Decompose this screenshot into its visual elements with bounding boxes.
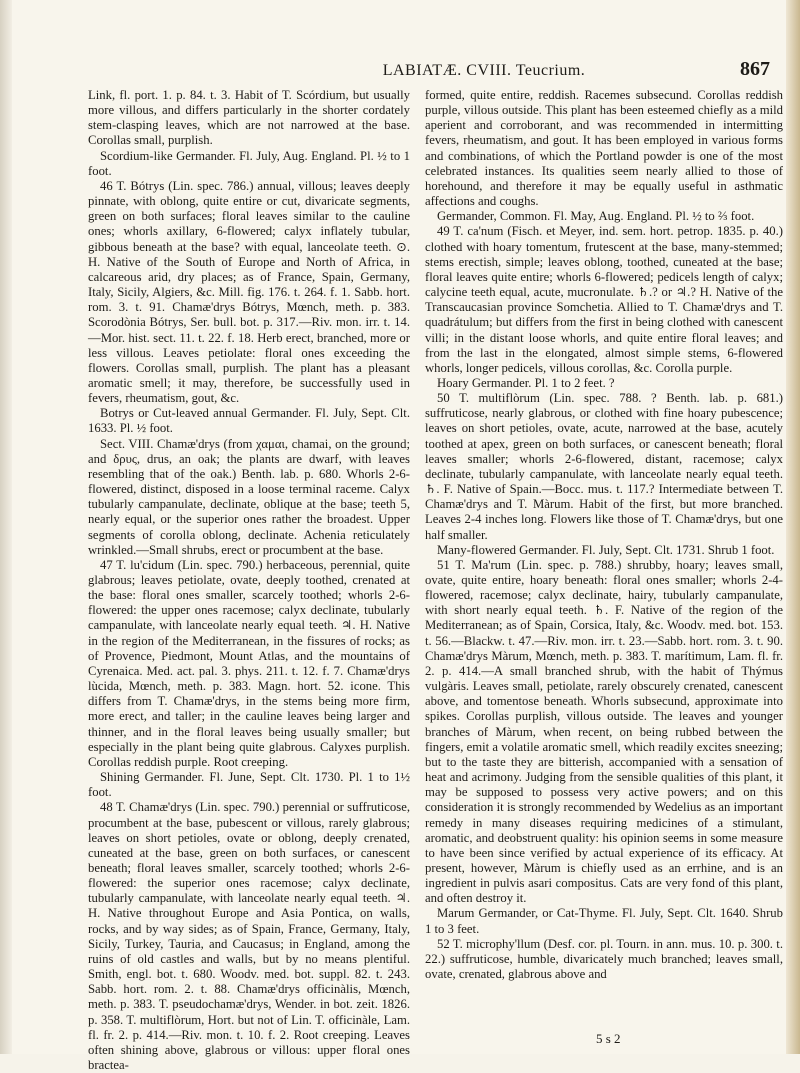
- paragraph: 48 T. Chamæ'drys (Lin. spec. 790.) perennial or suffruticose, procumbent at the base, pubescent or villous, rarely glabrous; leaves on short petioles, ovate or oblong, deeply crenated, cuneated at the base, green on both surfaces, or canescent beneath; floral leaves smaller, scarcely toothed; whorls 2-6-flowered: the superior ones racemose; calyx declinate, tubularly campanulate, with lanceolate nearly equal teeth. ♃. H. Native throughout Europe and Asia Pontica, on walls, rocks, and by way sides; as of Spain, France, Germany, Italy, Sicily, Turkey, Tauria, and Caucasus; in England, among the ruins of old castles and walls, but by no means plentiful. Smith, engl. bot. t. 680. Woodv. med. bot. suppl. 82. t. 243. Sabb. hort. rom. 2. t. 88. Chamæ'drys officinàlis, Mœnch, meth. p. 383. T. pseudochamæ'drys, Wender. in bot. zeit. 1826. p. 358. T. multiflòrum, Hort. but not of Lin. T. officinàle, Lam. fl. fr. 2. p. 414.—Riv. mon. t. 10. f. 2. Root creeping. Leaves often shining above, glabrous or villous: upper floral ones bractea-: [88, 800, 410, 1072]
- paragraph: Hoary Germander. Pl. 1 to 2 feet. ?: [437, 375, 615, 390]
- paragraph: Many-flowered Germander. Fl. July, Sept. Clt. 1731. Shrub 1 foot.: [437, 542, 775, 557]
- paragraph: 47 T. lu'cidum (Lin. spec. 790.) herbaceous, perennial, quite glabrous; leaves petiolate, ovate, deeply toothed, crenated at the base: floral ones smaller, scarcely toothed; whorls 2-6-flowered: the upper ones racemose; calyx declinate, tubularly campanulate, with lanceolate nearly equal teeth. ♃. H. Native in the region of the Mediterranean, in the fissures of rocks; as of Provence, Piedmont, Mount Atlas, and the mountains of Cyrenaica. Med. act. pal. 3. phys. 211. t. 12. f. 7. Chamæ'drys lùcida, Mœnch, meth. p. 383. Magn. hort. 52. icone. This differs from T. Chamæ'drys, in the stems being more firm, more erect, and taller; in the cauline leaves being larger and thinner, and in the floral leaves being usually smaller; but especially in the plant being quite glabrous. Calyxes purplish. Corollas reddish purple. Root creeping.: [88, 557, 410, 769]
- paragraph: Marum Germander, or Cat-Thyme. Fl. July, Sept. Clt. 1640. Shrub 1 to 3 feet.: [425, 906, 783, 936]
- paragraph: Shining Germander. Fl. June, Sept. Clt. 1730. Pl. 1 to 1½ foot.: [88, 770, 410, 800]
- paragraph: Link, fl. port. 1. p. 84. t. 3. Habit of T. Scórdium, but usually more villous, and differs particularly in the shorter cordately stem-clasping leaves, which are not narrowed at the base. Corollas small, purplish.: [88, 88, 410, 148]
- left-column: [88, 88, 410, 1073]
- paragraph: formed, quite entire, reddish. Racemes subsecund. Corollas reddish purple, villous outside. This plant has been esteemed chiefly as a mild aperient and corroborant, and was recommended in intermitting fevers, rheumatism, and gout. It has been employed in various forms and combinations, of which the Portland powder is one of the most celebrated instances. Its qualities seem nearly allied to those of horehound, and therefore it may be equally useful in asthmatic affections and coughs.: [425, 88, 783, 209]
- paragraph: 52 T. microphy'llum (Desf. cor. pl. Tourn. in ann. mus. 10. p. 300. t. 22.) suffruticose, humble, divaricately much branched; leaves small, ovate, crenated, glabrous above and: [425, 936, 783, 982]
- running-header: [88, 58, 770, 86]
- signature-mark: 5 s 2: [596, 1031, 621, 1046]
- paragraph: Botrys or Cut-leaved annual Germander. Fl. July, Sept. Clt. 1633. Pl. ½ foot.: [88, 406, 410, 436]
- paragraph: 49 T. ca'num (Fisch. et Meyer, ind. sem. hort. petrop. 1835. p. 40.) clothed with hoary tomentum, frutescent at the base, many-stemmed; stems erectish, simple; leaves oblong, toothed, cuneated at the base; floral leaves quite entire; whorls 6-flowered; pedicels length of calyx; calycine teeth equal, acute, mucronulate. ♄.? or ♃.? H. Native of the Transcaucasian province Somchetia. Allied to T. Chamæ'drys and T. quadrátulum; but differs from the first in being clothed with canescent villi; in the distant loose whorls, and quite entire floral leaves; and from the last in the elongated, almost simple stems, 6-flowered whorls, longer pedicels, villous corollas, &c. Corolla purple.: [425, 224, 783, 375]
- section-heading-paragraph: Sect. VIII. Chamæ'drys (from χαμαι, chamai, on the ground; and δρυς, drus, an oak; the plants are dwarf, with leaves resembling that of the oak.) Benth. lab. p. 680. Whorls 2-6-flowered, distinct, disposed in a loose terminal raceme. Calyx tubularly campanulate, declinate, oblique at the base; teeth 5, nearly equal, or the superior ones rather the broadest. Upper segments of corolla oblong, declinate. Achenia reticulately wrinkled.—Small shrubs, erect or procumbent at the base.: [88, 436, 410, 557]
- paragraph: 46 T. Bótrys (Lin. spec. 786.) annual, villous; leaves deeply pinnate, with oblong, quite entire or cut, divaricate segments, green on both surfaces; floral leaves similar to the cauline ones; whorls axillary, 6-flowered; calyx inflately tubular, gibbous beneath at the base? with equal, lanceolate teeth. ⊙. H. Native of the South of Europe and North of Africa, in calcareous arid, dry places; as of France, Spain, Germany, Italy, Sicily, Algiers, &c. Mill. fig. 176. t. 264. f. 1. Sabb. hort. rom. 3. t. 91. Chamæ'drys Bótrys, Mœnch, meth. p. 383. Scorodònia Bótrys, Ser. bull. bot. p. 317.—Riv. mon. irr. t. 14.—Mor. hist. sect. 11. t. 22. f. 18. Herb erect, branched, more or less villous. Leaves petiolate: floral ones exceeding the flowers. Corollas small, purplish. The plant has a pleasant aromatic smell; it may, therefore, be successfully used in fevers, rheumatism, gout, &c.: [88, 178, 410, 406]
- paragraph: 51 T. Ma'rum (Lin. spec. p. 788.) shrubby, hoary; leaves small, ovate, quite entire, hoary beneath: floral ones smaller; whorls 2-4-flowered, racemose; calyx declinate, hairy, tubularly campanulate, with short nearly equal teeth. ♄. F. Native of the region of the Mediterranean; as of Spain, Corsica, Italy, &c. Woodv. med. bot. 153. t. 56.—Blackw. t. 47.—Riv. mon. irr. t. 23.—Sabb. hort. rom. 3. t. 90. Chamæ'drys Màrum, Mœnch, meth. p. 383. T. marítimum, Lam. fl. fr. 2. p. 414.—A small branched shrub, with the habit of Thýmus vulgàris. Leaves small, petiolate, rarely obscurely crenated, canescent above, and tomentose beneath. Whorls subsecund, approximate into spikes. Corollas purplish, villous outside. The leaves and younger branches of Màrum, when recent, on being rubbed between the fingers, emit a volatile aromatic smell, which readily excites sneezing; but to the taste they are bitterish, accompanied with a sensation of heat and acrimony. Judging from the sensible qualities of this plant, it may be supposed to possess very active powers; and on this consideration it is strongly recommended by Wedelius as an important remedy in many diseases requiring medicines of a stimulant, aromatic, and deobstruent quality: his opinion seems in some measure to have been since verified by actual experience of its efficacy. At present, however, Màrum is chiefly used as an errhine, and is an ingredient in pulvis asari compositus. Cats are very fond of this plant, and often destroy it.: [425, 557, 783, 906]
- page-right-edge: [786, 0, 800, 1054]
- page-left-edge: [0, 0, 12, 1054]
- right-column: [425, 88, 783, 982]
- paragraph: 50 T. multiflòrum (Lin. spec. 788. ? Benth. lab. p. 681.) suffruticose, nearly glabrous, or clothed with fine hoary pubescence; leaves on short petioles, ovate, acute, narrowed at the base, acutely toothed at apex, green on both surfaces, or canescent beneath; floral leaves smaller; whorls 2-6-flowered, distant, racemose; calyx declinate, tubularly campanulate, with lanceolate nearly equal teeth. ♄. F. Native of Spain.—Bocc. mus. t. 117.? Intermediate between T. Chamæ'drys and T. Màrum. Habit of the first, but more branched. Leaves 2-4 inches long. Flowers like those of T. Chamæ'drys, but one half smaller.: [425, 391, 783, 542]
- running-title: LABIATÆ. CVIII. Teucrium.: [382, 62, 586, 79]
- paragraph: Germander, Common. Fl. May, Aug. England. Pl. ½ to ⅔ foot.: [437, 209, 755, 224]
- page-number: 867: [739, 58, 770, 80]
- paragraph: Scordium-like Germander. Fl. July, Aug. England. Pl. ½ to 1 foot.: [88, 148, 410, 178]
